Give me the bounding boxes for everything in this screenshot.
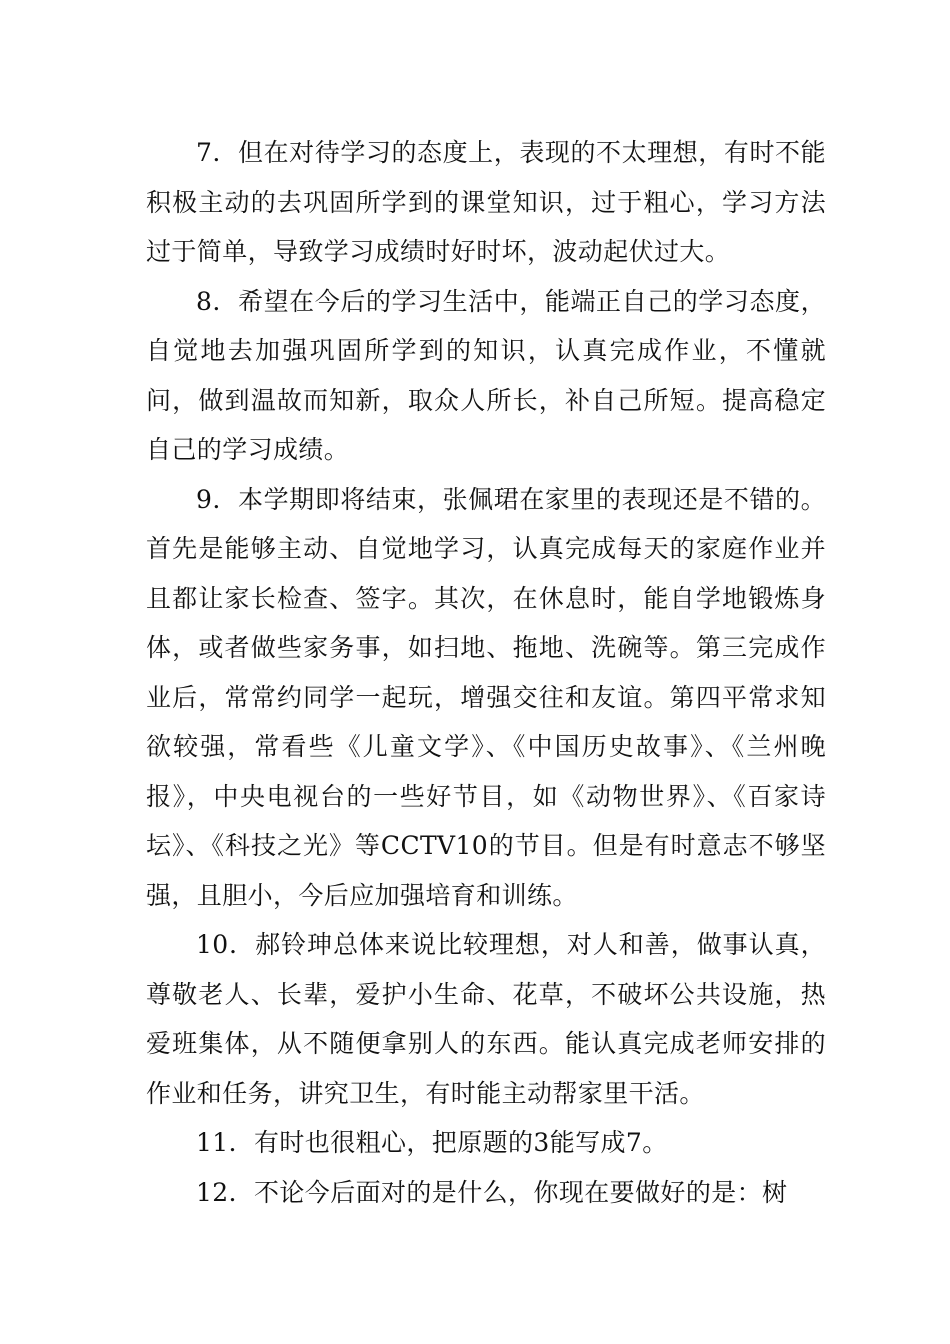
paragraph-9: 9．本学期即将结束，张佩珺在家里的表现还是不错的。首先是能够主动、自觉地学习，认真完成每天的家庭作业并且都让家长检查、签字。其次，在休息时，能自学地锻炼身体，或者做些家务事，如扫地、拖地、洗碗等。第三完成作业后，常常约同学一起玩，增强交往和友谊。第四平常求知欲较强，常看些《儿童文学》、《中国历史故事》、《兰州晚报》，中央电视台的一些好节目，如《动物世界》、《百家诗坛》、《科技之光》等CCTV10的节目。但是有时意志不够坚强，且胆小，今后应加强培育和训练。 [146, 484, 826, 910]
paragraph-11: 11．有时也很粗心，把原题的3能写成7。 [196, 1128, 668, 1157]
paragraph-8: 8．希望在今后的学习生活中，能端正自己的学习态度，自觉地去加强巩固所学到的知识，认真完成作业，不懂就问，做到温故而知新，取众人所长，补自己所短。提高稳定自己的学习成绩。 [146, 286, 826, 464]
paragraph-10: 10．郝铃珅总体来说比较理想，对人和善，做事认真，尊敬老人、长辈，爱护小生命、花草，不破坏公共设施，热爱班集体，从不随便拿别人的东西。能认真完成老师安排的作业和任务，讲究卫生，有时能主动帮家里干活。 [146, 930, 826, 1108]
paragraph-7: 7．但在对待学习的态度上，表现的不太理想，有时不能积极主动的去巩固所学到的课堂知识，过于粗心，学习方法过于简单，导致学习成绩时好时坏，波动起伏过大。 [146, 138, 826, 266]
paragraph-12: 12．不论今后面对的是什么，你现在要做好的是：树 [196, 1177, 788, 1207]
document-body [146, 128, 826, 1217]
